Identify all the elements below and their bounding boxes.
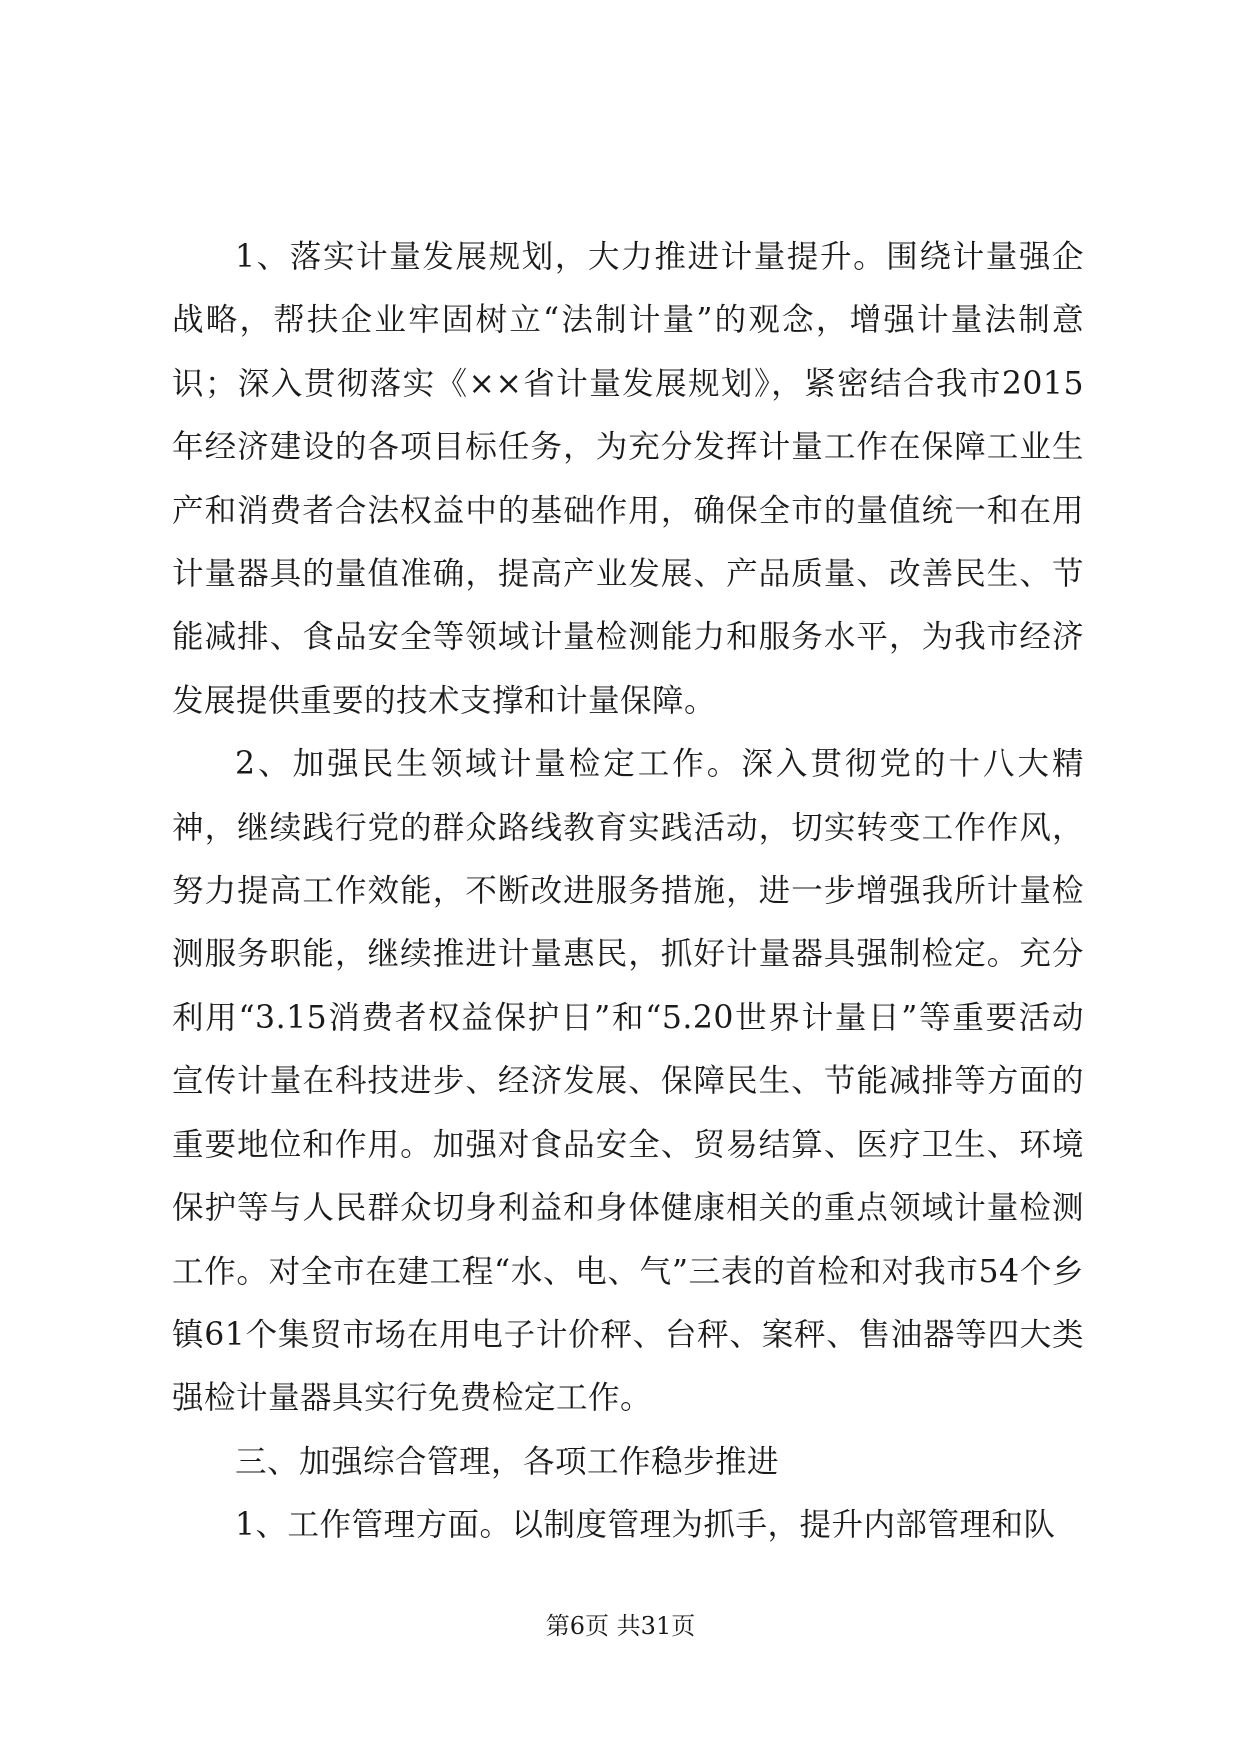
paragraph-metrology-plan: 1、落实计量发展规划，大力推进计量提升。围绕计量强企战略，帮扶企业牢固树立“法制计量”的观念，增强计量法制意识；深入贯彻落实《××省计量发展规划》，紧密结合我市2015年经济建设的各项目标任务，为充分发挥计量工作在保障工业生产和消费者合法权益中的基础作用，确保全市的量值统一和在用计量器具的量值准确，提高产业发展、产品质量、改善民生、节能减排、食品安全等领域计量检测能力和服务水平，为我市经济发展提供重要的技术支撑和计量保障。 xyxy=(172,239,1084,719)
page-number-footer: 第6页 共31页 xyxy=(545,1612,696,1640)
document-body xyxy=(172,226,1084,1558)
paragraph-work-management: 1、工作管理方面。以制度管理为抓手，提升内部管理和队 xyxy=(235,1507,1056,1544)
paragraph-livelihood-verification: 2、加强民生领域计量检定工作。深入贯彻党的十八大精神，继续践行党的群众路线教育实践活动，切实转变工作作风，努力提高工作效能，不断改进服务措施，进一步增强我所计量检测服务职能，继续推进计量惠民，抓好计量器具强制检定。充分利用“3.15消费者权益保护日”和“5.20世界计量日”等重要活动宣传计量在科技进步、经济发展、保障民生、节能减排等方面的重要地位和作用。加强对食品安全、贸易结算、医疗卫生、环境保护等与人民群众切身利益和身体健康相关的重点领域计量检测工作。对全市在建工程“水、电、气”三表的首检和对我市54个乡镇61个集贸市场在用电子计价秤、台秤、案秤、售油器等四大类强检计量器具实行免费检定工作。 xyxy=(172,746,1084,1417)
section-heading-comprehensive-management: 三、加强综合管理，各项工作稳步推进 xyxy=(235,1443,780,1480)
